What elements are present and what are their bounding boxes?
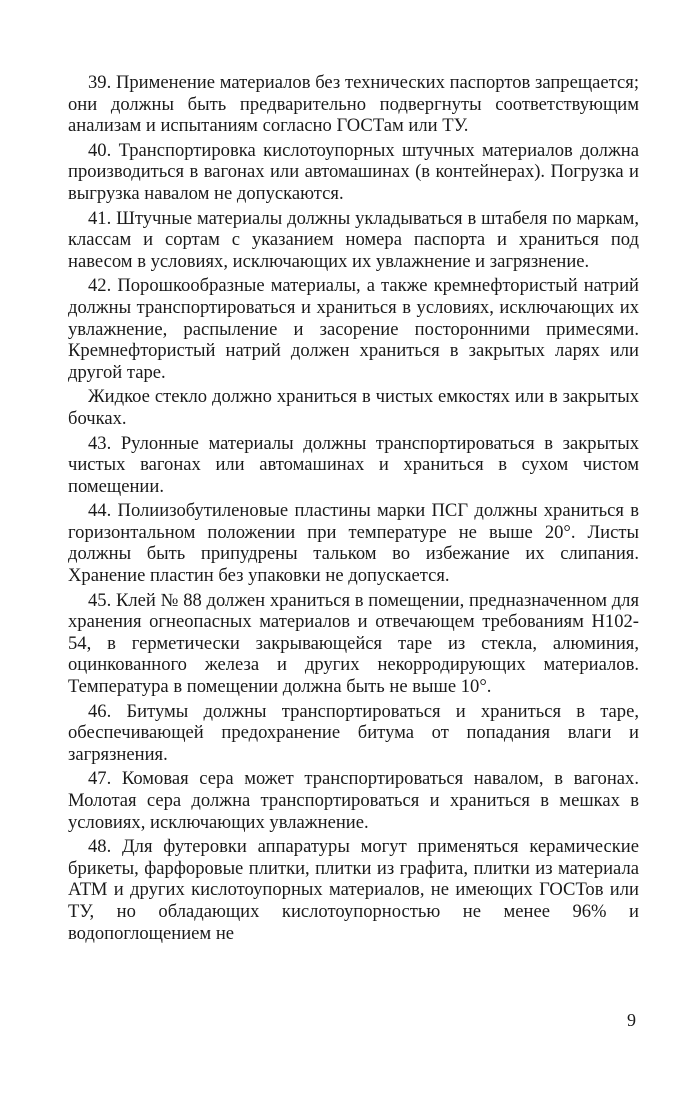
paragraph-46: 46. Битумы должны транспортироваться и храниться в таре, обеспечивающей предохранение битума от попадания влаги и загрязнения. [68, 700, 639, 765]
paragraph-41: 41. Штучные материалы должны укладываться в штабеля по маркам, классам и сортам с указанием номера паспорта и храниться под навесом в условиях, исключающих их увлажнение и загрязнение. [68, 207, 639, 272]
paragraph-40: 40. Транспортировка кислотоупорных штучных материалов должна производиться в вагонах или автомашинах (в контейнерах). Погрузка и выгрузка навалом не допускаются. [68, 139, 639, 204]
page-body [68, 72, 639, 947]
paragraph-42: 42. Порошкообразные материалы, а также кремнефтористый натрий должны транспортироваться и храниться в условиях, исключающих их увлажнение, распыление и засорение посторонними примесями. Кремнефтористый натрий должен храниться в закрытых ларях или другой таре. [68, 275, 639, 383]
page-number: 9 [627, 1010, 636, 1030]
paragraph-48: 48. Для футеровки аппаратуры могут применяться керамические брикеты, фарфоровые плитки, плитки из графита, плитки из материала АТМ и других кислотоупорных материалов, не имеющих ГОСТов или ТУ, но обладающих кислотоупорностью не менее 96% и водопоглощением не [68, 836, 639, 944]
paragraph-47: 47. Комовая сера может транспортироваться навалом, в вагонах. Молотая сера должна транспортироваться и храниться в мешках в условиях, исключающих увлажнение. [68, 768, 639, 833]
paragraph-42-liquid-glass: Жидкое стекло должно храниться в чистых емкостях или в закрытых бочках. [68, 386, 639, 429]
paragraph-39: 39. Применение материалов без технических паспортов запрещается; они должны быть предварительно подвергнуты соответствующим анализам и испытаниям согласно ГОСТам или ТУ. [68, 72, 639, 137]
paragraph-43: 43. Рулонные материалы должны транспортироваться в закрытых чистых вагонах или автомашинах и храниться в сухом чистом помещении. [68, 432, 639, 497]
paragraph-44: 44. Полиизобутиленовые пластины марки ПСГ должны храниться в горизонтальном положении при температуре не выше 20°. Листы должны быть припудрены тальком во избежание их слипания. Хранение пластин без упаковки не допускается. [68, 500, 639, 587]
paragraph-45: 45. Клей № 88 должен храниться в помещении, предназначенном для хранения огнеопасных материалов и отвечающем требованиям Н102-54, в герметически закрывающейся таре из стекла, алюминия, оцинкованного железа и других некорродирующих материалов. Температура в помещении должна быть не выше 10°. [68, 589, 639, 698]
